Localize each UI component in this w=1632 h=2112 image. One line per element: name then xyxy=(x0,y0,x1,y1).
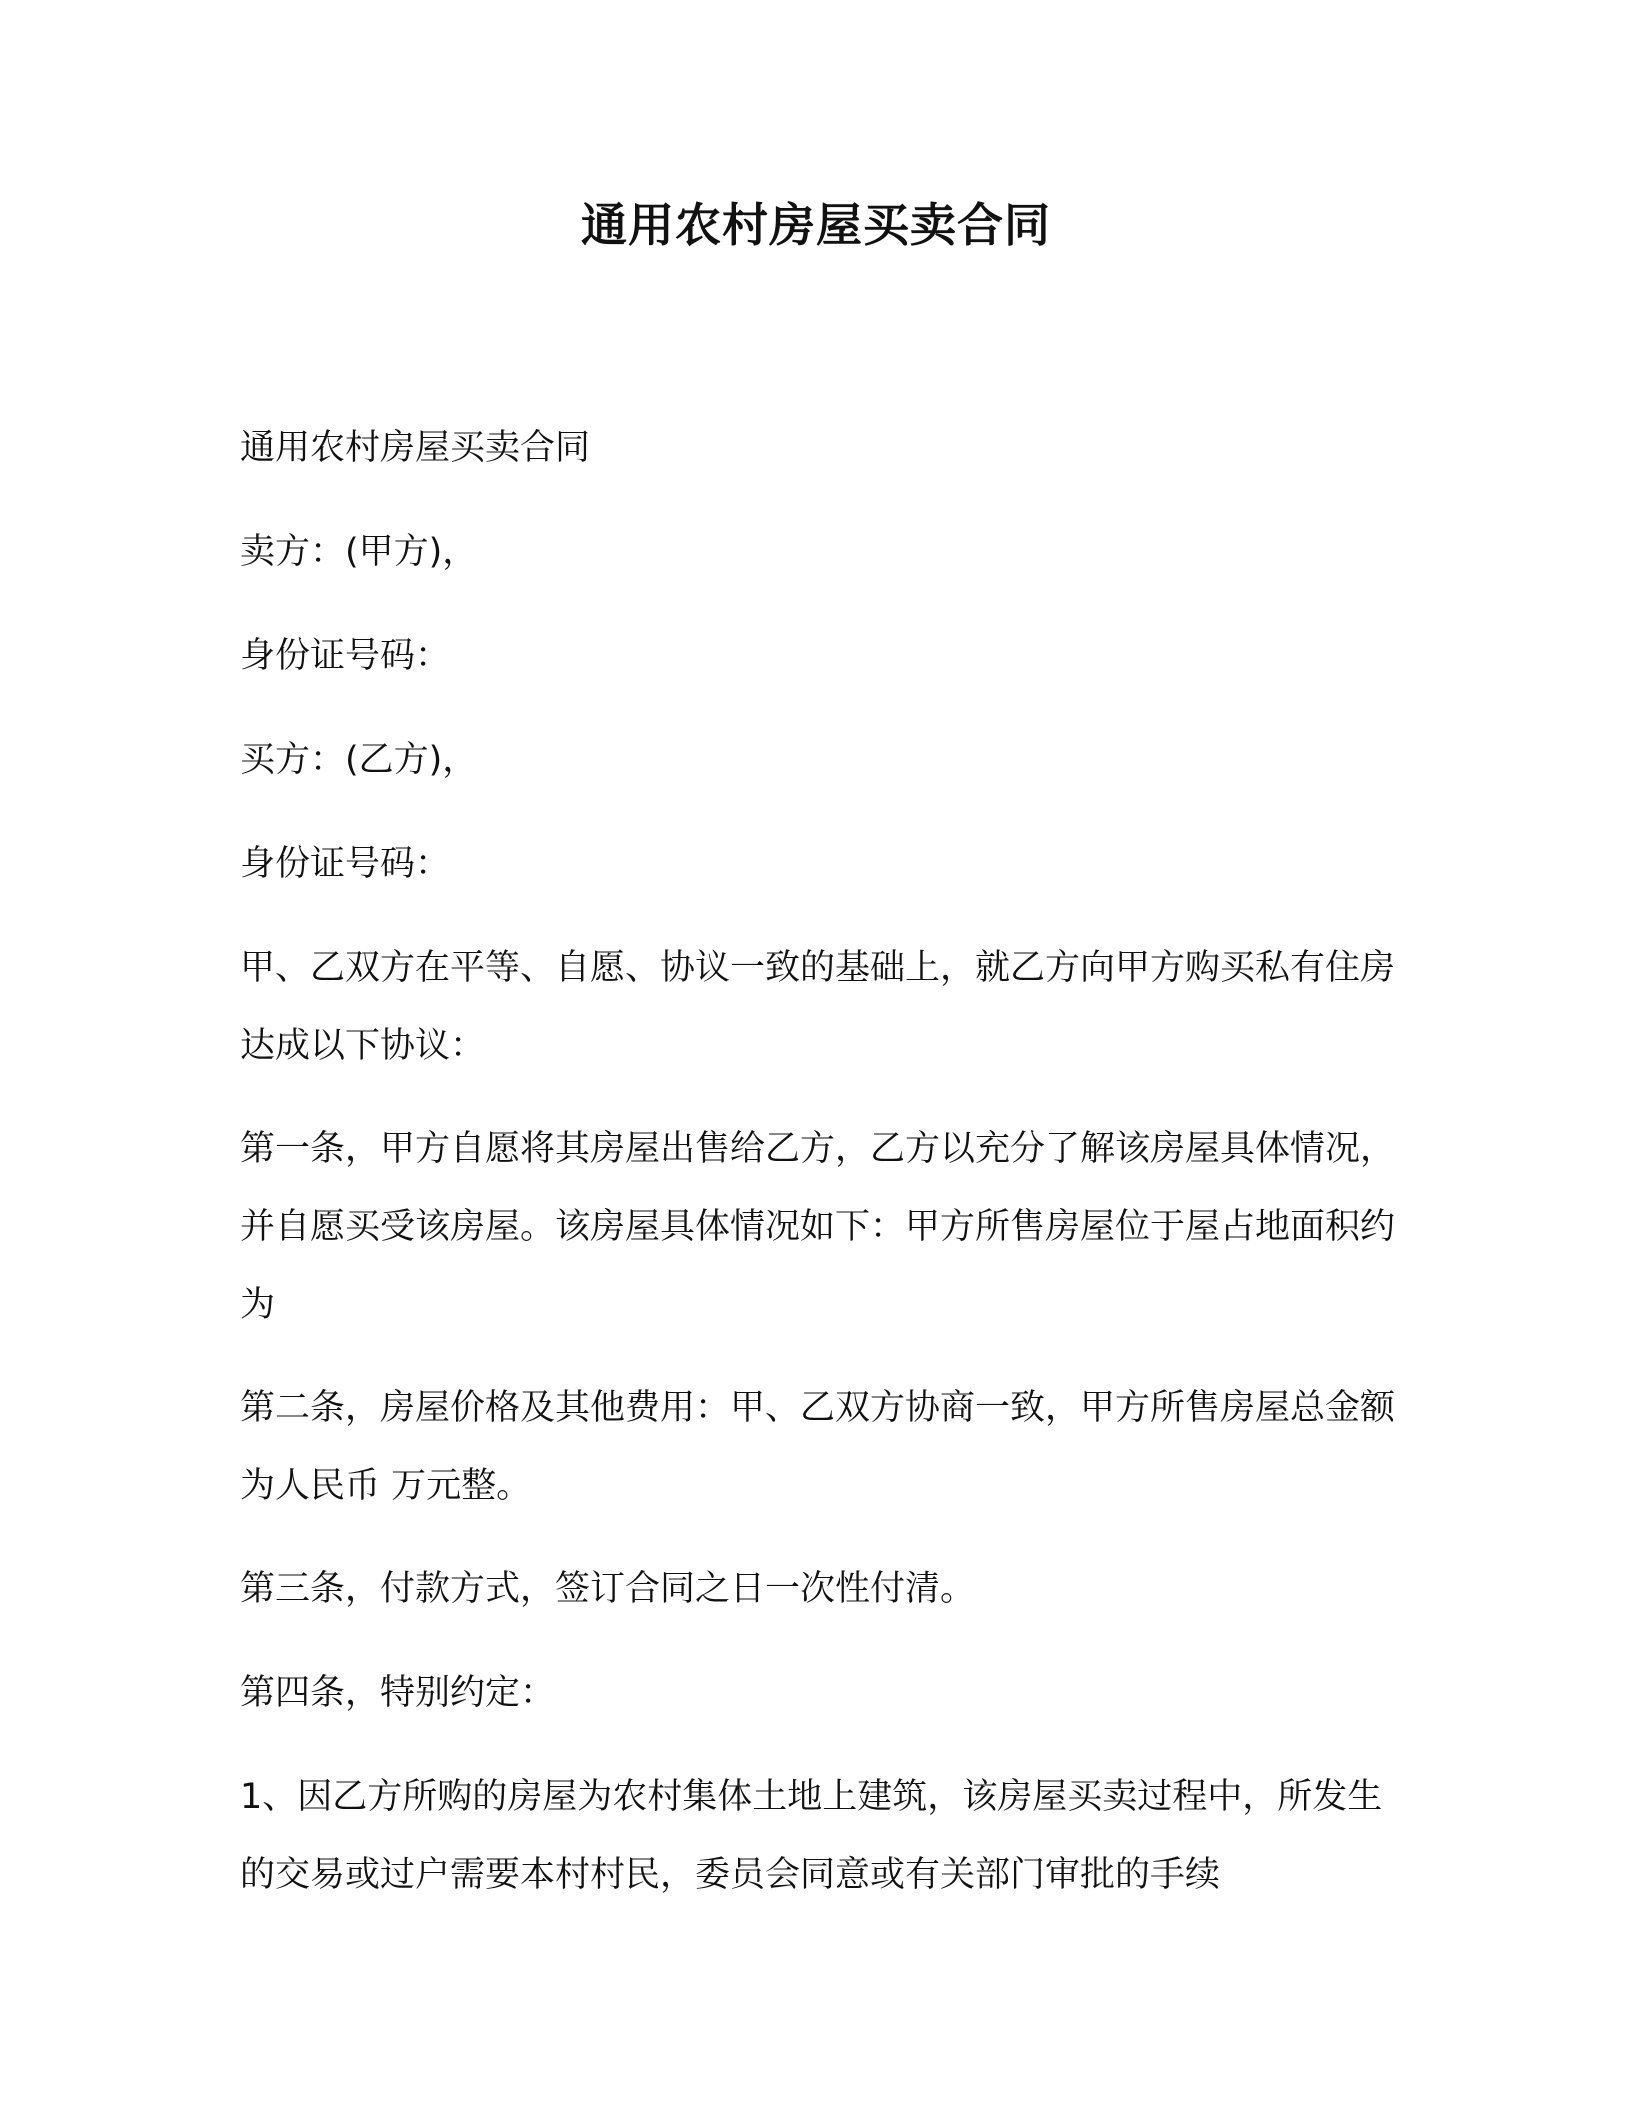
seller-id-line: 身份证号码： xyxy=(240,636,451,676)
document-title: 通用农村房屋买卖合同 xyxy=(581,198,1051,252)
article-2: 第二条，房屋价格及其他费用：甲、乙双方协商一致，甲方所售房屋总金额为人民币 万元整。 xyxy=(240,1388,1396,1506)
article-4-item-1: 1、因乙方所购的房屋为农村集体土地上建筑，该房屋买卖过程中，所发生的交易或过户需要本村村民，委员会同意或有关部门审批的手续 xyxy=(240,1777,1383,1895)
article-1: 第一条，甲方自愿将其房屋出售给乙方，乙方以充分了解该房屋具体情况，并自愿买受该房屋。该房屋具体情况如下：甲方所售房屋位于屋占地面积约为 xyxy=(240,1129,1396,1325)
seller-line: 卖方：(甲方)， xyxy=(240,532,478,572)
buyer-line: 买方：(乙方)， xyxy=(240,740,478,780)
document-subtitle: 通用农村房屋买卖合同 xyxy=(240,428,591,468)
article-4: 第四条，特别约定： xyxy=(240,1673,556,1713)
intro-paragraph: 甲、乙双方在平等、自愿、协议一致的基础上，就乙方向甲方购买私有住房达成以下协议： xyxy=(240,948,1396,1066)
buyer-id-line: 身份证号码： xyxy=(240,844,451,884)
article-3: 第三条，付款方式，签订合同之日一次性付清。 xyxy=(240,1569,976,1609)
